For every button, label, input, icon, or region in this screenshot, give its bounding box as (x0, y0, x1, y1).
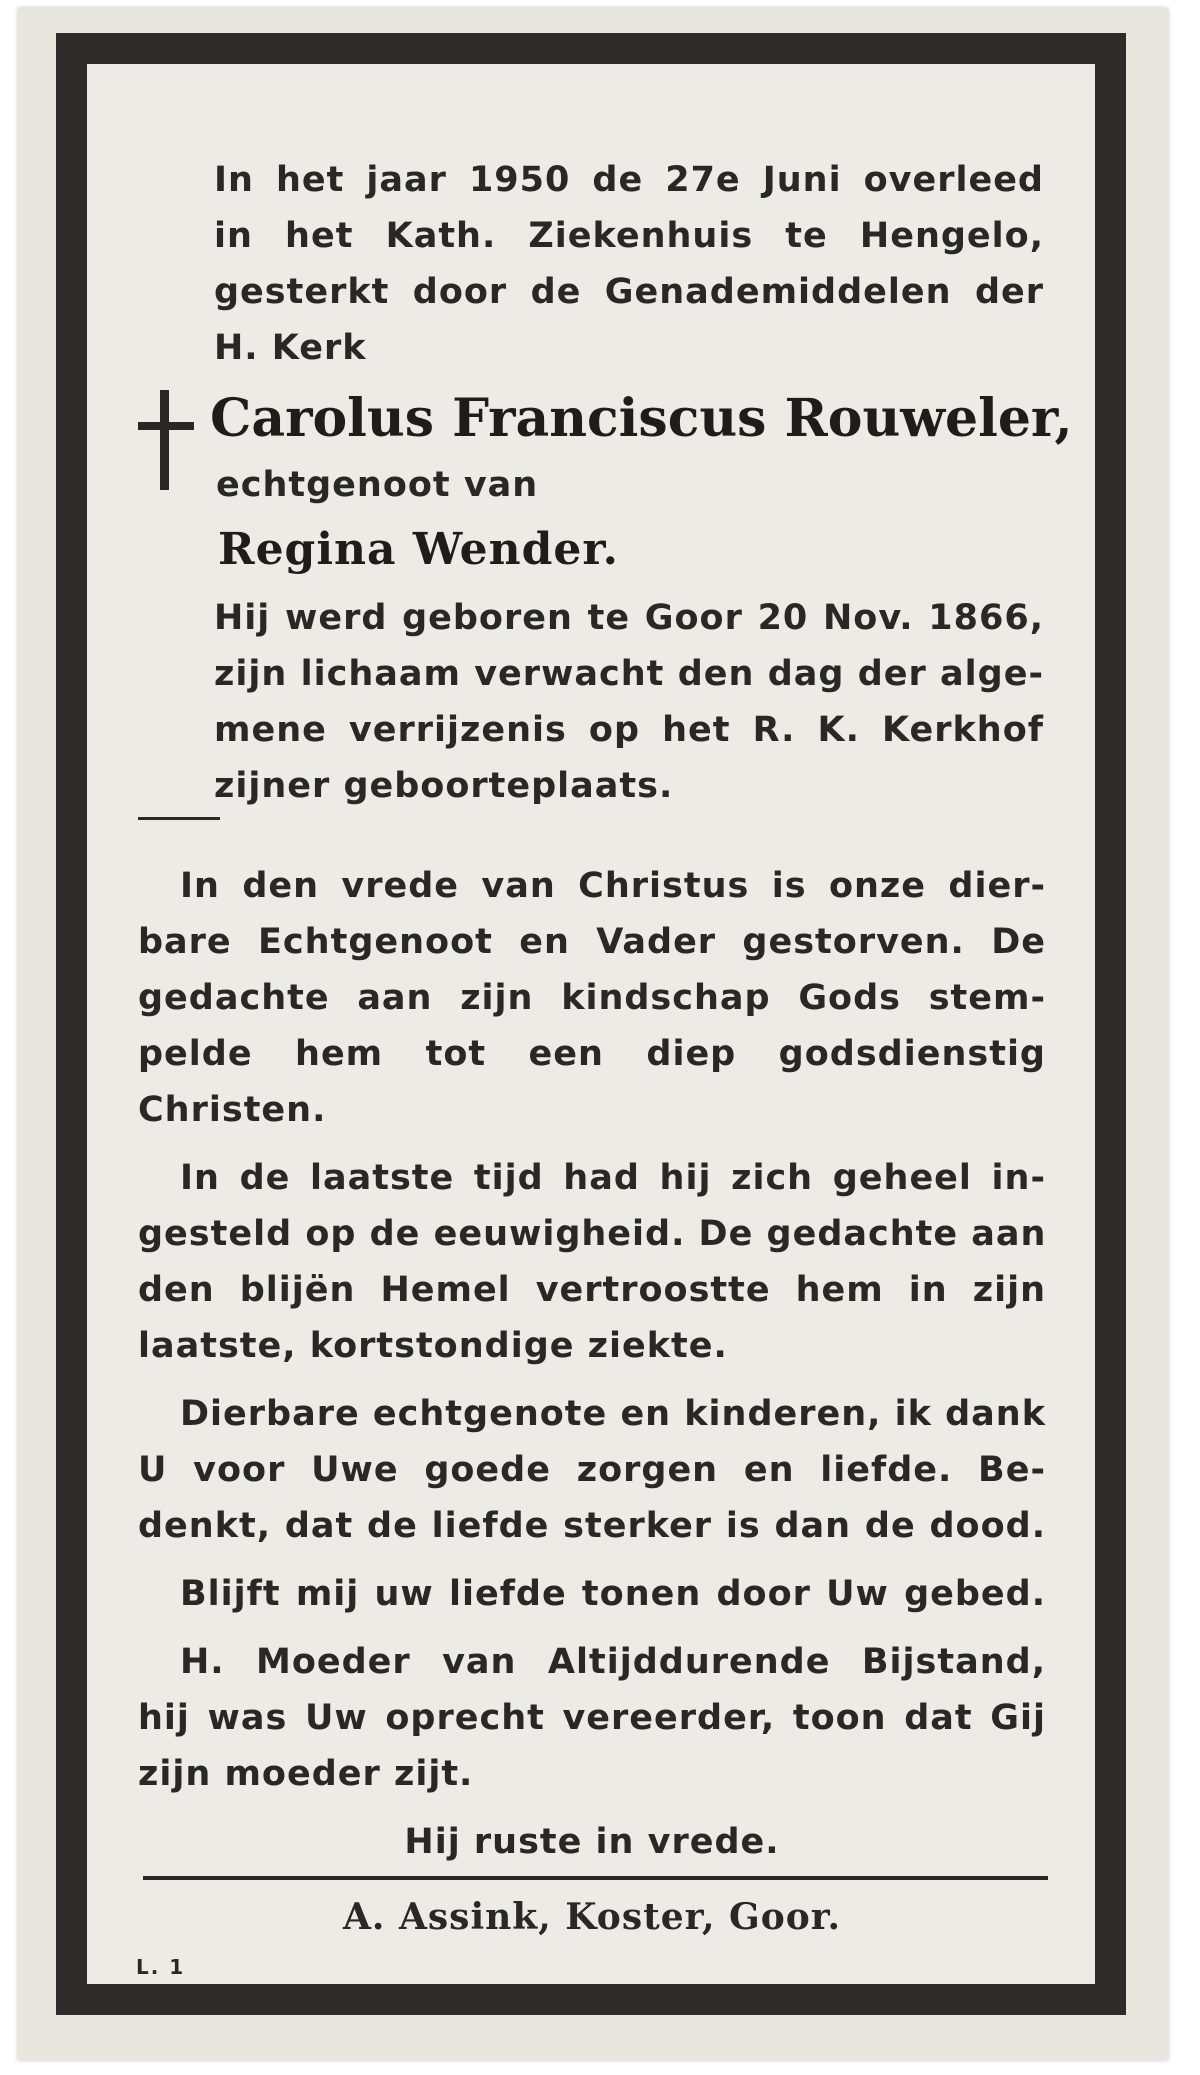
bio-line: Hij werd geboren te Goor 20 Nov. 1866, (214, 598, 1044, 638)
paragraph (138, 1566, 1046, 1622)
bio-text (214, 590, 1044, 814)
body-text (138, 858, 1046, 1870)
paragraph-line: In de laatste tijd had hij zich geheel in- (180, 1158, 1046, 1198)
bio-line: zijner geboorteplaats. (214, 766, 674, 806)
paragraph-line: Blijft mij uw liefde tonen door Uw gebed. (180, 1574, 1046, 1614)
closing-line: Hij ruste in vrede. (404, 1822, 780, 1862)
paragraph-line: gedachte aan zijn kindschap Gods stem- (138, 978, 1046, 1018)
paragraph-line: den blijën Hemel vertroostte hem in zijn (138, 1270, 1046, 1310)
paragraph (138, 1150, 1046, 1374)
paragraph-line: Dierbare echtgenote en kinderen, ik dank (180, 1394, 1046, 1434)
cross-icon (138, 390, 194, 490)
paragraph-line: laatste, kortstondige ziekte. (138, 1326, 728, 1366)
paragraph-line: U voor Uwe goede zorgen en liefde. Be- (138, 1450, 1046, 1490)
paragraph-line: pelde hem tot een diep godsdienstig (138, 1034, 1046, 1074)
paragraph-line: bare Echtgenoot en Vader gestorven. De (138, 922, 1046, 962)
spouse-name: Regina Wender. (218, 524, 619, 575)
paragraph (138, 858, 1046, 1138)
intro-line: H. Kerk (214, 328, 367, 368)
divider (138, 817, 220, 820)
paragraph-line: In den vrede van Christus is onze dier- (180, 866, 1046, 906)
paragraph-line: H. Moeder van Altijddurende Bijstand, (180, 1642, 1046, 1682)
paragraph-line: denkt, dat de liefde sterker is dan de dood. (138, 1506, 1046, 1546)
intro-text (214, 152, 1044, 376)
paragraph-line: zijn moeder zijt. (138, 1754, 474, 1794)
footer-divider (143, 1876, 1048, 1880)
paragraph-line: gesteld op de eeuwigheid. De gedachte aan (138, 1214, 1047, 1254)
paragraph (138, 1386, 1046, 1554)
spouse-label: echtgenoot van (216, 465, 539, 505)
deceased-name: Carolus Franciscus Rouweler, (210, 388, 1073, 449)
intro-line: gesterkt door de Genademiddelen der (214, 272, 1044, 312)
intro-line: in het Kath. Ziekenhuis te Hengelo, (214, 216, 1044, 256)
paragraph-line: hij was Uw oprecht vereerder, toon dat Gij (138, 1698, 1046, 1738)
paragraph-line: Christen. (138, 1090, 327, 1130)
bio-line: zijn lichaam verwacht den dag der alge- (214, 654, 1044, 694)
printer-credit: A. Assink, Koster, Goor. (342, 1896, 841, 1938)
bio-line: mene verrijzenis op het R. K. Kerkhof (214, 710, 1044, 750)
intro-line: In het jaar 1950 de 27e Juni overleed (214, 160, 1044, 200)
print-code: L. 1 (136, 1955, 186, 1979)
paragraph (138, 1634, 1046, 1802)
